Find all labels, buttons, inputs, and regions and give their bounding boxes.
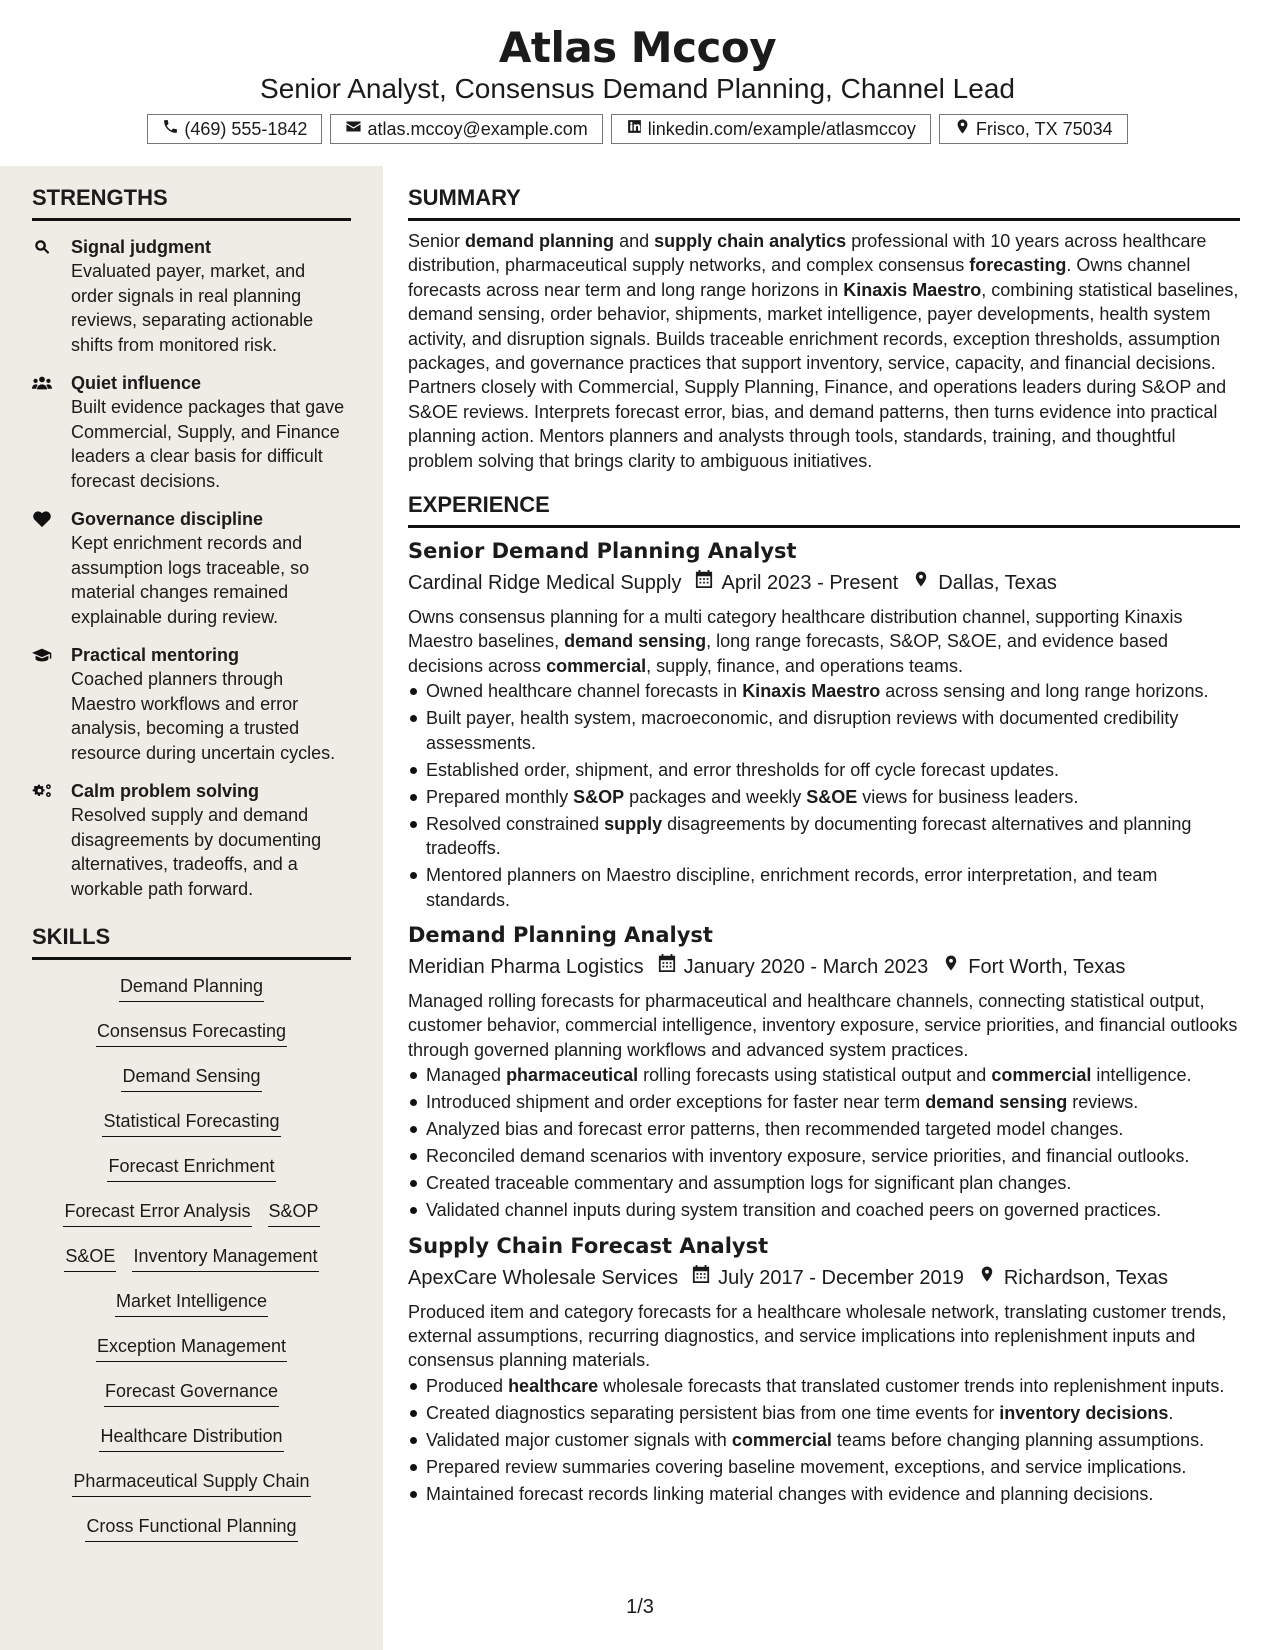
summary-heading: SUMMARY — [408, 184, 1240, 221]
skill-tag: Forecast Enrichment — [107, 1154, 275, 1182]
bold-keyword: demand sensing — [925, 1092, 1068, 1113]
bold-keyword: inventory decisions — [999, 1402, 1169, 1423]
skill-tag: Pharmaceutical Supply Chain — [72, 1469, 310, 1497]
job-entry — [408, 1231, 1240, 1507]
map-pin-icon — [954, 118, 971, 140]
text-run: Managed rolling forecasts for pharmaceutical and healthcare channels, connecting statistical output, customer behavior, commercial intelligence, inventory exposure, service priorities, and financial outlooks through governed planning workflows and advanced system practices. — [408, 990, 1238, 1060]
skill-row — [96, 1334, 287, 1379]
skill-tag: S&OP — [268, 1199, 320, 1227]
map-pin-icon — [898, 568, 938, 598]
job-bullets — [408, 1374, 1240, 1506]
text-run: and — [614, 231, 655, 251]
text-run: , long range forecasts, S&OP, S&OE, and evidence based decisions across — [408, 631, 1169, 676]
bold-keyword: supply chain analytics — [654, 231, 847, 251]
bold-keyword: demand planning — [465, 231, 615, 251]
text-run: rolling forecasts using statistical output and — [638, 1065, 992, 1086]
bold-keyword: supply — [604, 813, 663, 834]
strength-title: Practical mentoring — [71, 645, 240, 665]
text-run: Senior — [408, 231, 466, 251]
heart-icon — [32, 507, 71, 629]
skill-tag: Market Intelligence — [115, 1289, 268, 1317]
bullet-item — [408, 1090, 1240, 1114]
candidate-name: Atlas Mccoy — [498, 23, 777, 72]
company-name: ApexCare Wholesale Services — [408, 1266, 679, 1289]
bullet-item — [408, 1374, 1240, 1398]
text-run: , combining statistical baselines, demand sensing, order behavior, shipments, market intelligence, payer developments, health system activity, and disruption signals. Builds traceable enrichment records, exception thresholds, assumption packages, and governance practices that support inventory, service, capacity, and financial decisions. Partners closely with Commercial, Supply Planning, Finance, and operations leaders during S&OP and S&OE reviews. Interprets forecast error, bias, and demand patterns, then turns evidence into practical planning action. Mentors planners and analysts through tools, standards, training, and thoughtful problem solving that brings clarity to ambiguous initiatives. — [408, 279, 1239, 471]
strengths-heading: STRENGTHS — [32, 184, 351, 221]
strength-item — [32, 371, 351, 493]
text-run: views for business leaders. — [857, 786, 1079, 807]
bold-keyword: Kinaxis Maestro — [843, 279, 982, 300]
job-meta — [408, 952, 1240, 982]
email-text: atlas.mccoy@example.com — [367, 118, 588, 139]
bold-keyword: commercial — [991, 1065, 1092, 1086]
bold-keyword: commercial — [546, 655, 647, 676]
summary-text — [408, 229, 1240, 473]
bold-keyword: healthcare — [508, 1375, 599, 1396]
skill-row — [63, 1199, 319, 1244]
text-run: wholesale forecasts that translated customer trends into replenishment inputs. — [598, 1375, 1225, 1396]
text-run: . — [1168, 1402, 1174, 1423]
text-run: Owned healthcare channel forecasts in — [426, 681, 743, 702]
company-name: Meridian Pharma Logistics — [408, 955, 644, 978]
skill-tag: Cross Functional Planning — [85, 1514, 297, 1542]
text-run: Prepared monthly — [426, 786, 574, 807]
text-run: Created traceable commentary and assumption logs for significant plan changes. — [426, 1173, 1072, 1194]
skill-tag: S&OE — [64, 1244, 116, 1272]
resume-header — [0, 0, 1275, 166]
skill-row — [96, 1019, 287, 1064]
bold-keyword: commercial — [731, 1429, 832, 1450]
contact-phone[interactable] — [147, 114, 322, 144]
text-run: professional with 10 years across healthcare distribution, pharmaceutical supply networks, and complex consensus — [408, 231, 1207, 276]
skills-list — [32, 974, 351, 1559]
linkedin-text: linkedin.com/example/atlasmccoy — [647, 118, 916, 139]
bullet-item — [408, 679, 1240, 703]
bullet-item — [408, 1198, 1240, 1222]
search-icon — [32, 235, 71, 357]
contact-linkedin[interactable] — [611, 114, 931, 144]
strength-item — [32, 779, 351, 901]
job-title: Supply Chain Forecast Analyst — [408, 1233, 769, 1258]
contact-email[interactable] — [330, 114, 602, 144]
calendar-icon — [644, 952, 684, 982]
text-run: Prepared review summaries covering baseline movement, exceptions, and service implications. — [426, 1456, 1187, 1477]
job-description — [408, 989, 1240, 1062]
job-dates: April 2023 - Present — [721, 572, 899, 595]
skill-row — [85, 1514, 297, 1559]
bullet-item — [408, 1171, 1240, 1195]
strength-description: Coached planners through Maestro workflows and error analysis, becoming a trusted resource during uncertain cycles. — [71, 669, 336, 763]
text-run: Mentored planners on Maestro discipline, enrichment records, error interpretation, and team standards. — [426, 865, 1158, 910]
users-icon — [32, 371, 71, 493]
bold-keyword: S&OP — [573, 786, 625, 807]
text-run: Produced — [426, 1375, 509, 1396]
text-run: teams before changing planning assumptions. — [831, 1429, 1205, 1450]
bullet-item — [408, 1144, 1240, 1168]
bold-keyword: demand sensing — [564, 631, 707, 652]
page-number: 1/3 — [626, 1596, 654, 1618]
text-run: Established order, shipment, and error thresholds for off cycle forecast updates. — [426, 759, 1060, 780]
skill-tag: Forecast Governance — [104, 1379, 279, 1407]
skill-row — [121, 1064, 261, 1109]
job-dates: July 2017 - December 2019 — [718, 1266, 964, 1289]
experience-heading: EXPERIENCE — [408, 491, 1240, 528]
text-run: Produced item and category forecasts for a healthcare wholesale network, translating customer trends, external assumptions, recurring diagnostics, and service implications into replenishment inputs and consensus planning materials. — [408, 1301, 1227, 1371]
job-description — [408, 605, 1240, 678]
text-run: across sensing and long range horizons. — [880, 681, 1209, 702]
job-dates: January 2020 - March 2023 — [683, 955, 929, 978]
skill-tag: Demand Sensing — [121, 1064, 261, 1092]
job-meta — [408, 1263, 1240, 1293]
main-content — [408, 166, 1240, 1509]
job-description — [408, 1300, 1240, 1373]
map-pin-icon — [964, 1263, 1004, 1293]
linkedin-icon — [626, 118, 643, 140]
contact-location — [939, 114, 1128, 144]
skill-row — [64, 1244, 318, 1289]
skill-tag: Forecast Error Analysis — [63, 1199, 251, 1227]
skill-tag: Exception Management — [96, 1334, 287, 1362]
text-run: , supply, finance, and operations teams. — [646, 655, 963, 676]
text-run: Built payer, health system, macroeconomic, and disruption reviews with documented credibility assessments. — [426, 708, 1179, 753]
bullet-item — [408, 758, 1240, 782]
job-entry — [408, 536, 1240, 912]
job-meta — [408, 568, 1240, 598]
strength-title: Calm problem solving — [71, 781, 260, 801]
job-title: Demand Planning Analyst — [408, 922, 713, 947]
job-title: Senior Demand Planning Analyst — [408, 539, 797, 564]
text-run: disagreements by documenting forecast alternatives and planning tradeoffs. — [426, 813, 1192, 859]
strength-description: Built evidence packages that gave Commercial, Supply, and Finance leaders a clear basis for difficult forecast decisions. — [71, 397, 345, 491]
skill-row — [99, 1424, 283, 1469]
text-run: Resolved constrained — [426, 813, 605, 834]
job-location: Richardson, Texas — [1003, 1266, 1168, 1289]
sidebar — [0, 166, 383, 1650]
candidate-headline: Senior Analyst, Consensus Demand Planning, Channel Lead — [260, 73, 1015, 104]
strength-title: Quiet influence — [71, 373, 202, 393]
skill-row — [104, 1379, 279, 1424]
job-bullets — [408, 1063, 1240, 1222]
calendar-icon — [678, 1263, 718, 1293]
strength-description: Kept enrichment records and assumption logs traceable, so material changes remained explainable during review. — [71, 533, 310, 627]
skill-tag: Healthcare Distribution — [99, 1424, 283, 1452]
text-run: Owns consensus planning for a multi category healthcare distribution channel, supporting Kinaxis Maestro baselines, — [408, 607, 1183, 652]
strength-item — [32, 507, 351, 629]
skill-tag: Inventory Management — [132, 1244, 318, 1272]
job-bullets — [408, 679, 1240, 912]
text-run: Introduced shipment and order exceptions for faster near term — [426, 1092, 926, 1113]
skill-row — [107, 1154, 275, 1199]
strength-item — [32, 643, 351, 765]
bullet-item — [408, 1455, 1240, 1479]
bullet-item — [408, 1063, 1240, 1087]
bullet-item — [408, 706, 1240, 755]
text-run: Maintained forecast records linking material changes with evidence and planning decisions. — [426, 1483, 1154, 1504]
bold-keyword: Kinaxis Maestro — [742, 681, 881, 702]
skill-row — [115, 1289, 268, 1334]
skill-row — [72, 1469, 310, 1514]
skill-row — [119, 974, 264, 1019]
bullet-item — [408, 1117, 1240, 1141]
phone-text: (469) 555-1842 — [184, 118, 308, 139]
text-run: Validated major customer signals with — [426, 1429, 732, 1450]
bullet-item — [408, 1482, 1240, 1506]
text-run: reviews. — [1067, 1092, 1139, 1113]
strength-title: Governance discipline — [71, 509, 264, 529]
calendar-icon — [681, 568, 721, 598]
bold-keyword: forecasting — [969, 255, 1067, 276]
contact-bar — [0, 114, 1275, 144]
experience-list — [408, 536, 1240, 1506]
company-name: Cardinal Ridge Medical Supply — [408, 572, 682, 595]
graduation-cap-icon — [32, 643, 71, 765]
text-run: Analyzed bias and forecast error patterns, then recommended targeted model changes. — [426, 1119, 1124, 1140]
map-pin-icon — [928, 952, 968, 982]
envelope-icon — [345, 118, 362, 140]
text-run: . Owns channel forecasts across near term and long range horizons in — [408, 255, 1191, 300]
bullet-item — [408, 863, 1240, 912]
skills-heading: SKILLS — [32, 923, 351, 960]
bold-keyword: S&OE — [806, 786, 858, 807]
text-run: Created diagnostics separating persistent bias from one time events for — [426, 1402, 1000, 1423]
text-run: Managed — [426, 1065, 507, 1086]
strength-title: Signal judgment — [71, 237, 212, 257]
skill-row — [102, 1109, 280, 1154]
skill-tag: Statistical Forecasting — [102, 1109, 280, 1137]
job-location: Fort Worth, Texas — [968, 955, 1126, 978]
strength-description: Evaluated payer, market, and order signals in real planning reviews, separating actionable shifts from monitored risk. — [71, 261, 314, 355]
text-run: packages and weekly — [624, 786, 807, 807]
job-entry — [408, 920, 1240, 1223]
job-location: Dallas, Texas — [938, 572, 1057, 595]
strength-description: Resolved supply and demand disagreements by documenting alternatives, tradeoffs, and a workable path forward. — [71, 805, 322, 899]
text-run: intelligence. — [1091, 1065, 1192, 1086]
skill-tag: Consensus Forecasting — [96, 1019, 287, 1047]
phone-icon — [162, 118, 179, 140]
bullet-item — [408, 1401, 1240, 1425]
bold-keyword: pharmaceutical — [506, 1065, 639, 1086]
bullet-item — [408, 785, 1240, 809]
strength-item — [32, 235, 351, 357]
skill-tag: Demand Planning — [119, 974, 264, 1002]
bullet-item — [408, 1428, 1240, 1452]
cogs-icon — [32, 779, 71, 901]
text-run: Reconciled demand scenarios with inventory exposure, service priorities, and financial outlooks. — [426, 1146, 1190, 1167]
text-run: Validated channel inputs during system transition and coached peers on governed practices. — [426, 1200, 1162, 1221]
location-text: Frisco, TX 75034 — [975, 118, 1113, 139]
bullet-item — [408, 812, 1240, 861]
